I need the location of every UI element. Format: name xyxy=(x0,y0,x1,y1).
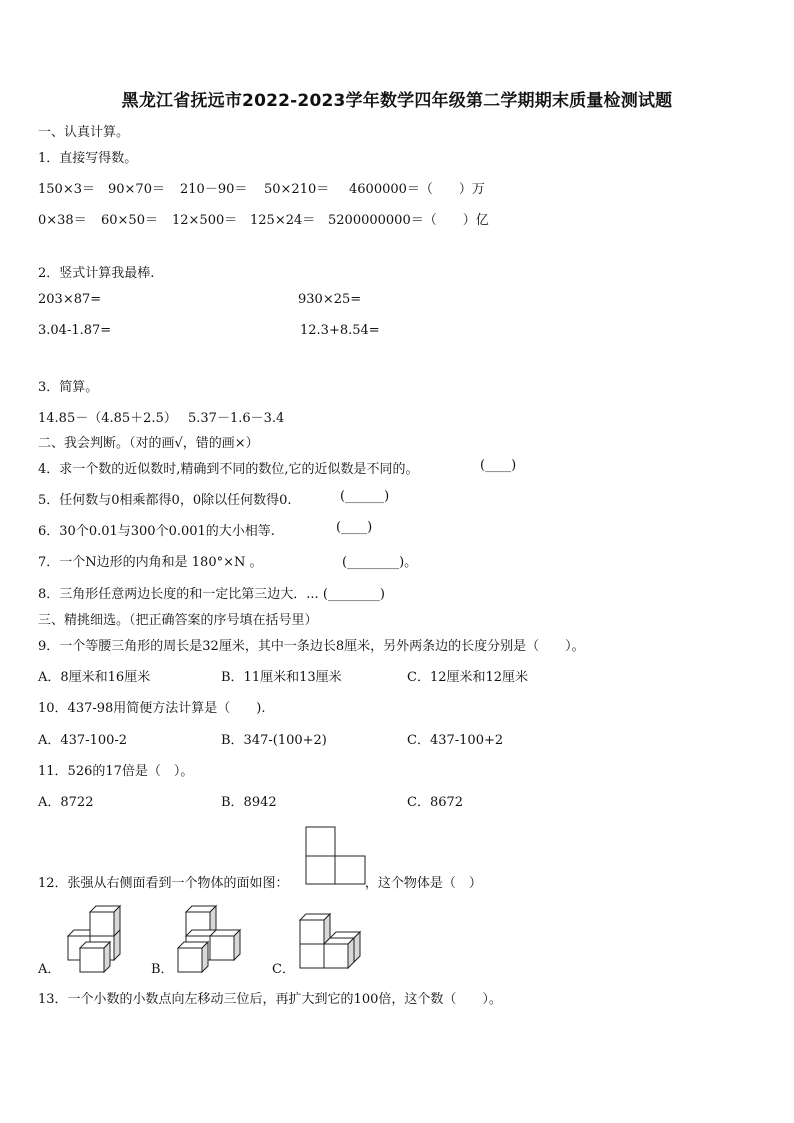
cube xyxy=(210,930,240,960)
section-2-heading: 二、我会判断。（对的画√，错的画×） xyxy=(38,436,259,451)
answer-bracket: (________)。 xyxy=(342,555,418,570)
vertical-calc-item: 203×87= xyxy=(38,292,102,307)
option-b-cubes-icon xyxy=(176,902,248,974)
cube xyxy=(90,906,120,936)
option-a: A．8722 xyxy=(38,795,94,810)
answer-bracket: (____) xyxy=(480,458,517,473)
judge-item-5 xyxy=(38,489,390,508)
option-a-cubes-icon xyxy=(62,902,128,974)
option-b: B．8942 xyxy=(221,795,277,810)
question-12-stem-start: 12．张强从右侧面看到一个物体的面如图： xyxy=(38,876,289,891)
cube xyxy=(80,942,110,972)
option-a: A．8厘米和16厘米 xyxy=(38,670,151,685)
cube xyxy=(324,938,354,968)
judge-item-7 xyxy=(38,551,418,570)
option-c-label: C． xyxy=(272,962,295,977)
question-12-stem xyxy=(38,872,482,891)
option-a-label: A． xyxy=(38,962,61,977)
simplify-item: 5.37－1.6－3.4 xyxy=(188,411,285,426)
section-1-heading: 一、认真计算。 xyxy=(38,125,130,140)
answer-bracket: (____) xyxy=(336,520,373,535)
calc-item: 60×50＝ xyxy=(101,213,158,228)
simplify-item: 14.85－（4.85＋2.5） xyxy=(38,411,177,426)
calc-item: 125×24＝ xyxy=(250,213,316,228)
question-12-stem-end: ，这个物体是（ ） xyxy=(364,876,482,891)
vertical-calc-item: 12.3+8.54= xyxy=(300,323,380,338)
question-3-label: 3．简算。 xyxy=(38,380,99,395)
question-11-stem: 11．526的17倍是（ ）。 xyxy=(38,764,194,779)
judge-item-6 xyxy=(38,520,373,539)
calc-item: 90×70＝ xyxy=(108,182,165,197)
calc-item: 4600000＝（ ）万 xyxy=(349,182,485,197)
question-13-stem: 13．一个小数的小数点向左移动三位后，再扩大到它的100倍，这个数（ ）。 xyxy=(38,992,502,1007)
option-c-cubes-icon xyxy=(298,906,370,974)
section-3-heading: 三、精挑细选。（把正确答案的序号填在括号里） xyxy=(38,613,318,628)
option-a: A．437-100-2 xyxy=(38,733,128,748)
option-b-label: B． xyxy=(151,962,174,977)
page-title: 黑龙江省抚远市2022-2023学年数学四年级第二学期期末质量检测试题 xyxy=(121,91,673,111)
calc-item: 50×210＝ xyxy=(264,182,330,197)
cube xyxy=(300,914,330,944)
judge-text: 5．任何数与0相乘都得0，0除以任何数得0. xyxy=(38,493,292,508)
option-c: C．12厘米和12厘米 xyxy=(407,670,529,685)
question-9-stem: 9．一个等腰三角形的周长是32厘米，其中一条边长8厘米，另外两条边的长度分别是（ ）。 xyxy=(38,639,585,654)
answer-bracket: (________) xyxy=(322,587,385,602)
judge-text: 6．30个0.01与300个0.001的大小相等. xyxy=(38,524,275,539)
question-1-label: 1．直接写得数。 xyxy=(38,151,138,166)
option-c: C．8672 xyxy=(407,795,464,810)
option-b: B．347-(100+2) xyxy=(221,733,327,748)
question-2-label: 2．竖式计算我最棒. xyxy=(38,266,155,281)
calc-item: 12×500＝ xyxy=(172,213,238,228)
option-c: C．437-100+2 xyxy=(407,733,504,748)
answer-bracket: (______) xyxy=(340,489,390,504)
calc-item: 150×3＝ xyxy=(38,182,95,197)
judge-text: 7．一个N边形的内角和是 180°×N 。 xyxy=(38,555,263,570)
view-square xyxy=(306,827,335,856)
question-10-stem: 10．437-98用简便方法计算是（ ). xyxy=(38,701,266,716)
option-b: B．11厘米和13厘米 xyxy=(221,670,342,685)
calc-item: 0×38＝ xyxy=(38,213,87,228)
cube xyxy=(300,944,324,968)
judge-text: 8．三角形任意两边长度的和一定比第三边大．... xyxy=(38,587,319,602)
calc-item: 5200000000＝（ ）亿 xyxy=(328,213,489,228)
calc-item: 210－90＝ xyxy=(180,182,248,197)
judge-item-4 xyxy=(38,458,517,477)
vertical-calc-item: 3.04-1.87= xyxy=(38,323,112,338)
judge-text: 4．求一个数的近似数时,精确到不同的数位,它的近似数是不同的。 xyxy=(38,462,419,477)
vertical-calc-item: 930×25= xyxy=(298,292,362,307)
judge-item-8 xyxy=(38,583,385,602)
cube xyxy=(178,942,208,972)
